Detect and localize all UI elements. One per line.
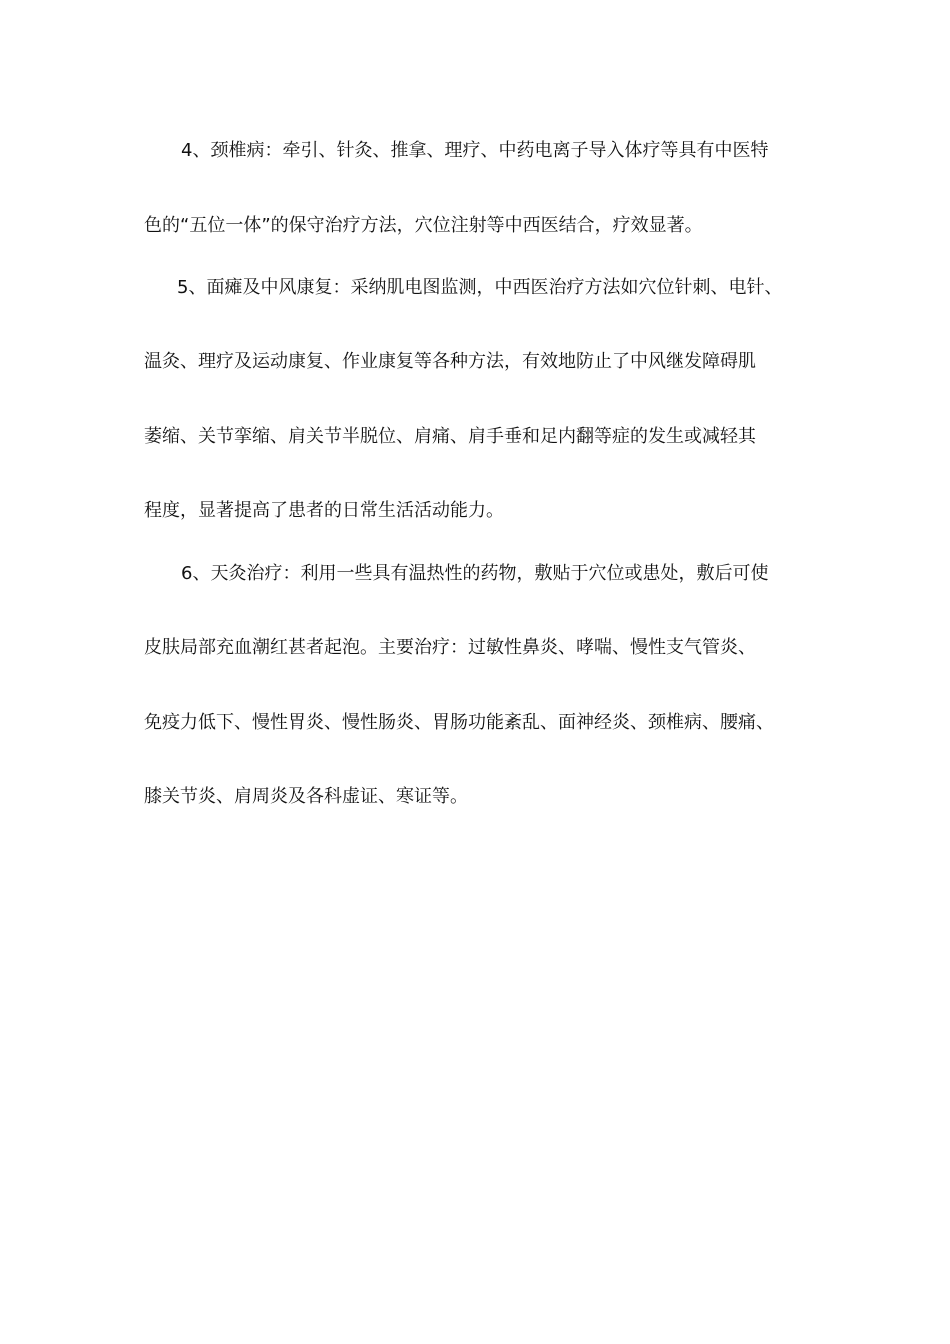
paragraph-5-line-1: 5、面瘫及中风康复：采纳肌电图监测，中西医治疗方法如穴位针刺、电针、 <box>177 277 783 298</box>
paragraph-6-line-2: 皮肤局部充血潮红甚者起泡。主要治疗：过敏性鼻炎、哮喘、慢性支气管炎、 <box>144 637 756 658</box>
paragraph-6-line-3: 免疫力低下、慢性胃炎、慢性肠炎、胃肠功能紊乱、面神经炎、颈椎病、腰痛、 <box>144 712 774 733</box>
paragraph-4-line-2: 色的“五位一体”的保守治疗方法，穴位注射等中西医结合，疗效显著。 <box>144 215 703 236</box>
paragraph-6-line-4: 膝关节炎、肩周炎及各科虚证、寒证等。 <box>144 786 468 807</box>
paragraph-5-line-3: 萎缩、关节挛缩、肩关节半脱位、肩痛、肩手垂和足内翻等症的发生或减轻其 <box>144 426 756 447</box>
paragraph-5-line-2: 温灸、理疗及运动康复、作业康复等各种方法，有效地防止了中风继发障碍肌 <box>144 351 756 372</box>
paragraph-5-line-4: 程度，显著提高了患者的日常生活活动能力。 <box>144 500 504 521</box>
paragraph-4-line-1: 4、颈椎病：牵引、针灸、推拿、理疗、中药电离子导入体疗等具有中医特 <box>181 140 769 161</box>
paragraph-6-line-1: 6、天灸治疗：利用一些具有温热性的药物，敷贴于穴位或患处，敷后可使 <box>181 563 769 584</box>
